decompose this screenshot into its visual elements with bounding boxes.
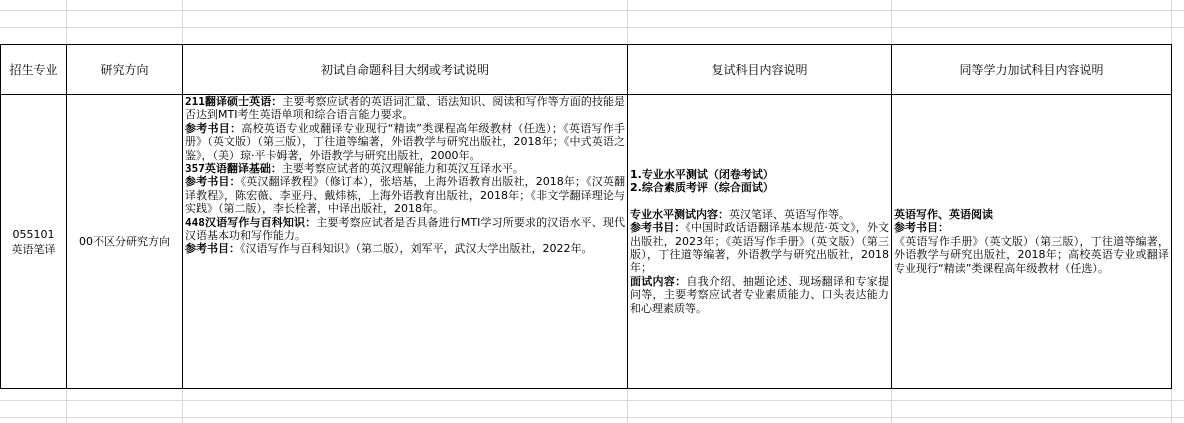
table-row — [1, 95, 1172, 389]
major-code: 055101 — [12, 227, 55, 241]
retest-professional-text: 英汉笔译、英语写作等。 — [729, 207, 850, 221]
section-english-ref — [185, 122, 625, 162]
section-writing-title: 448汉语写作与百科知识： — [185, 215, 317, 229]
retest-interview — [630, 275, 889, 315]
equivalent-title: 英语写作、英语阅读 — [894, 207, 993, 221]
cell-direction[interactable] — [67, 95, 183, 389]
header-direction[interactable]: 研究方向 — [67, 45, 183, 95]
ref-text: 高校英语专业或翻译专业现行“精读”类课程高年级教材（任选）；《英语写作手册》（英文版）（第三版），丁往道等编著，外语教学与研究出版社，2018年；《中式英语之鉴》，（美）琼·平卡姆著，外语教学与研究出版社，2000年。 — [185, 121, 625, 162]
cell-major[interactable] — [1, 95, 67, 389]
retest-interview-text: 自我介绍、抽题论述、现场翻译和专家提问等，主要考察应试者专业素质能力、口头表达能力和心理素质等。 — [630, 274, 890, 315]
retest-item-2: 2.综合素质考评（综合面试） — [630, 181, 774, 195]
section-english-desc: 主要考察应试者的英语词汇量、语法知识、阅读和写作等方面的技能是否达到MTI考生英语单项和综合语言能力要求。 — [185, 95, 626, 122]
cell-initial-exam[interactable] — [183, 95, 628, 389]
ref-label: 参考书目： — [185, 242, 240, 256]
equivalent-ref-text: 《英语写作手册》（英文版）（第三版），丁往道等编著，外语教学与研究出版社，2018年；高校英语专业或翻译专业现行“精读”类课程高年级教材（任选）。 — [894, 234, 1169, 275]
header-equivalent[interactable]: 同等学力加试科目内容说明 — [892, 45, 1172, 95]
ref-label: 参考书目： — [185, 121, 242, 135]
ref-text: 《中国时政话语翻译基本规范·英文》，外文出版社，2023年；《英语写作手册》（英文版）（第三版），丁往道等编著，外语教学与研究出版社，2018年； — [630, 221, 890, 275]
cell-retest[interactable] — [628, 95, 892, 389]
header-initial-exam[interactable]: 初试自命题科目大纲或考试说明 — [183, 45, 628, 95]
retest-interview-label: 面试内容： — [630, 274, 687, 288]
section-writing-ref — [185, 242, 625, 255]
section-writing-desc: 主要考察应试者是否具备进行MTI学习所要求的汉语水平、现代汉语基本功和写作能力。 — [185, 215, 626, 243]
retest-item-1: 1.专业水平测试（闭卷考试） — [630, 167, 774, 181]
section-english-title: 211翻译硕士英语： — [185, 95, 283, 108]
ref-label: 参考书目： — [630, 221, 686, 235]
equivalent-ref-label: 参考书目： — [894, 221, 949, 235]
section-translation — [185, 162, 625, 175]
retest-professional-label: 专业水平测试内容： — [630, 207, 729, 221]
section-english — [185, 95, 625, 122]
section-translation-desc: 主要考察应试者的英汉理解能力和英汉互译水平。 — [281, 162, 524, 176]
header-major[interactable]: 招生专业 — [1, 45, 67, 95]
major-name: 英语笔译 — [11, 242, 56, 256]
ref-text: 《汉语写作与百科知识》（第二版），刘军平，武汉大学出版社，2022年。 — [240, 242, 593, 256]
header-row — [1, 45, 1172, 95]
retest-ref — [630, 221, 889, 275]
ref-text: 《英汉翻译教程》（修订本），张培基，上海外语教育出版社，2018年；《汉英翻译教程》，陈宏薇、李亚丹、戴炜栋，上海外语教育出版社，2018年；《非文学翻译理论与实践》（第二版），李长栓著，中译出版社，2018年。 — [185, 175, 626, 216]
cell-equivalent[interactable] — [892, 95, 1172, 389]
ref-label: 参考书目： — [185, 175, 241, 189]
header-retest[interactable]: 复试科目内容说明 — [628, 45, 892, 95]
admission-table — [0, 44, 1172, 389]
spacer — [630, 195, 889, 208]
section-translation-ref — [185, 175, 625, 215]
direction-text: 00不区分研究方向 — [79, 235, 170, 248]
retest-professional — [630, 208, 889, 221]
section-writing — [185, 216, 625, 243]
section-translation-title: 357英语翻译基础： — [185, 162, 282, 176]
